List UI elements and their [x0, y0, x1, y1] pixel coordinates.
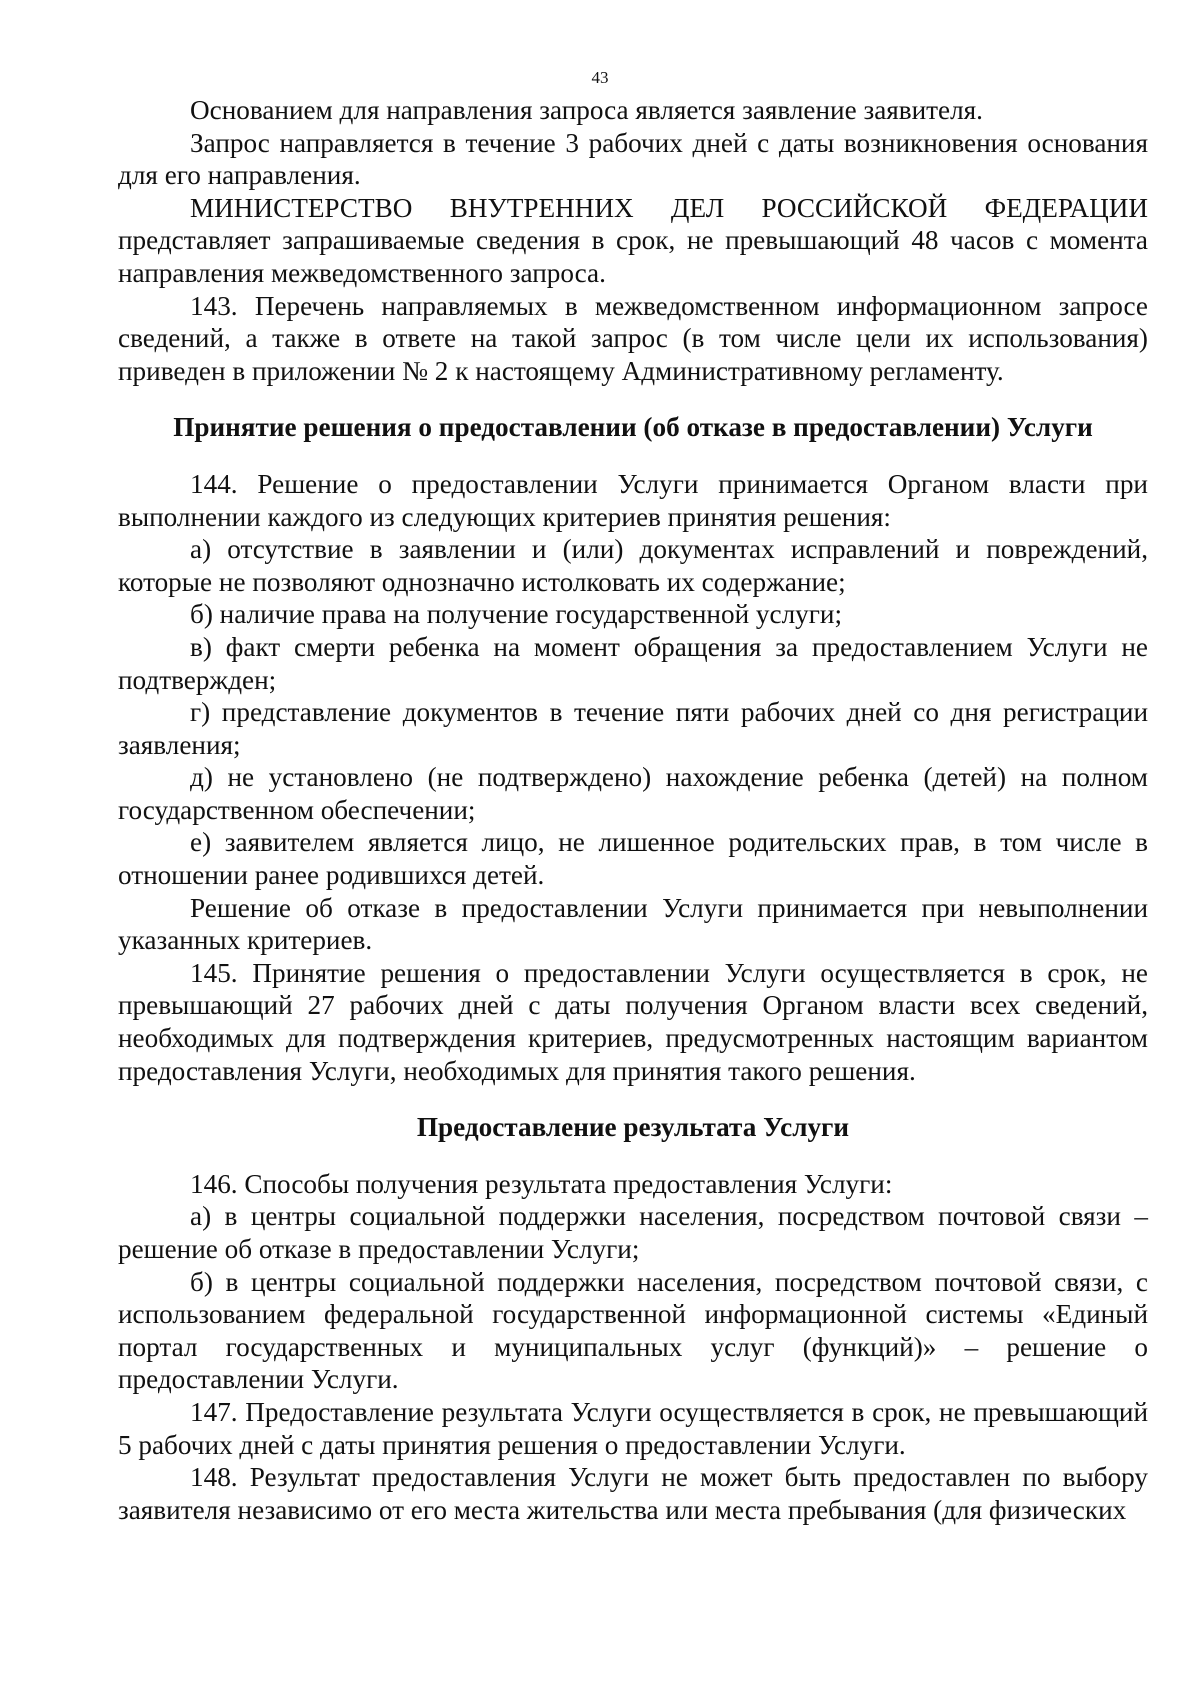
- paragraph: г) представление документов в течение пяти рабочих дней со дня регистрации заявления;: [118, 697, 1148, 760]
- paragraph: 148. Результат предоставления Услуги не может быть предоставлен по выбору заявителя независимо от его места жительства или места пребывания (для физических: [118, 1462, 1148, 1525]
- paragraph: д) не установлено (не подтверждено) нахождение ребенка (детей) на полном государственном обеспечении;: [118, 762, 1148, 825]
- document-body: [118, 94, 1148, 1526]
- page-number: 43: [591, 68, 609, 87]
- section-heading: Предоставление результата Услуги: [416, 1112, 850, 1143]
- paragraph: 143. Перечень направляемых в межведомственном информационном запросе сведений, а также в ответе на такой запрос (в том числе цели их использования) приведен в приложении № 2 к настоящему Административному регламенту.: [118, 290, 1148, 386]
- paragraph: е) заявителем является лицо, не лишенное родительских прав, в том числе в отношении ранее родившихся детей.: [118, 827, 1148, 891]
- paragraph: 145. Принятие решения о предоставлении Услуги осуществляется в срок, не превышающий 27 рабочих дней с даты получения Органом власти всех сведений, необходимых для подтверждения критериев, предусмотренных настоящим вариантом предоставления Услуги, необходимых для принятия такого решения.: [118, 957, 1148, 1086]
- paragraph: 147. Предоставление результата Услуги осуществляется в срок, не превышающий 5 рабочих дней с даты принятия решения о предоставлении Услуги.: [118, 1396, 1148, 1460]
- paragraph: Решение об отказе в предоставлении Услуги принимается при невыполнении указанных критериев.: [118, 892, 1148, 956]
- section-heading: Принятие решения о предоставлении (об отказе в предоставлении) Услуги: [173, 412, 1093, 443]
- paragraph: Запрос направляется в течение 3 рабочих дней с даты возникновения основания для его направления.: [118, 127, 1148, 191]
- paragraph: б) наличие права на получение государственной услуги;: [190, 599, 842, 630]
- paragraph: 146. Способы получения результата предоставления Услуги:: [190, 1168, 893, 1199]
- paragraph: в) факт смерти ребенка на момент обращения за предоставлением Услуги не подтвержден;: [118, 631, 1148, 695]
- paragraph: б) в центры социальной поддержки населения, посредством почтовой связи, с использованием федеральной государственной информационной системы «Единый портал государственных и муниципальных услуг (функций)» – решение о предоставлении Услуги.: [118, 1266, 1148, 1395]
- paragraph: МИНИСТЕРСТВО ВНУТРЕННИХ ДЕЛ РОССИЙСКОЙ ФЕДЕРАЦИИ представляет запрашиваемые сведения в срок, не превышающий 48 часов с момента направления межведомственного запроса.: [118, 192, 1148, 288]
- paragraph: Основанием для направления запроса является заявление заявителя.: [190, 95, 983, 125]
- paragraph: а) в центры социальной поддержки населения, посредством почтовой связи – решение об отказе в предоставлении Услуги;: [118, 1201, 1148, 1264]
- paragraph: а) отсутствие в заявлении и (или) документах исправлений и повреждений, которые не позволяют однозначно истолковать их содержание;: [118, 534, 1148, 597]
- paragraph: 144. Решение о предоставлении Услуги принимается Органом власти при выполнении каждого из следующих критериев принятия решения:: [118, 468, 1148, 532]
